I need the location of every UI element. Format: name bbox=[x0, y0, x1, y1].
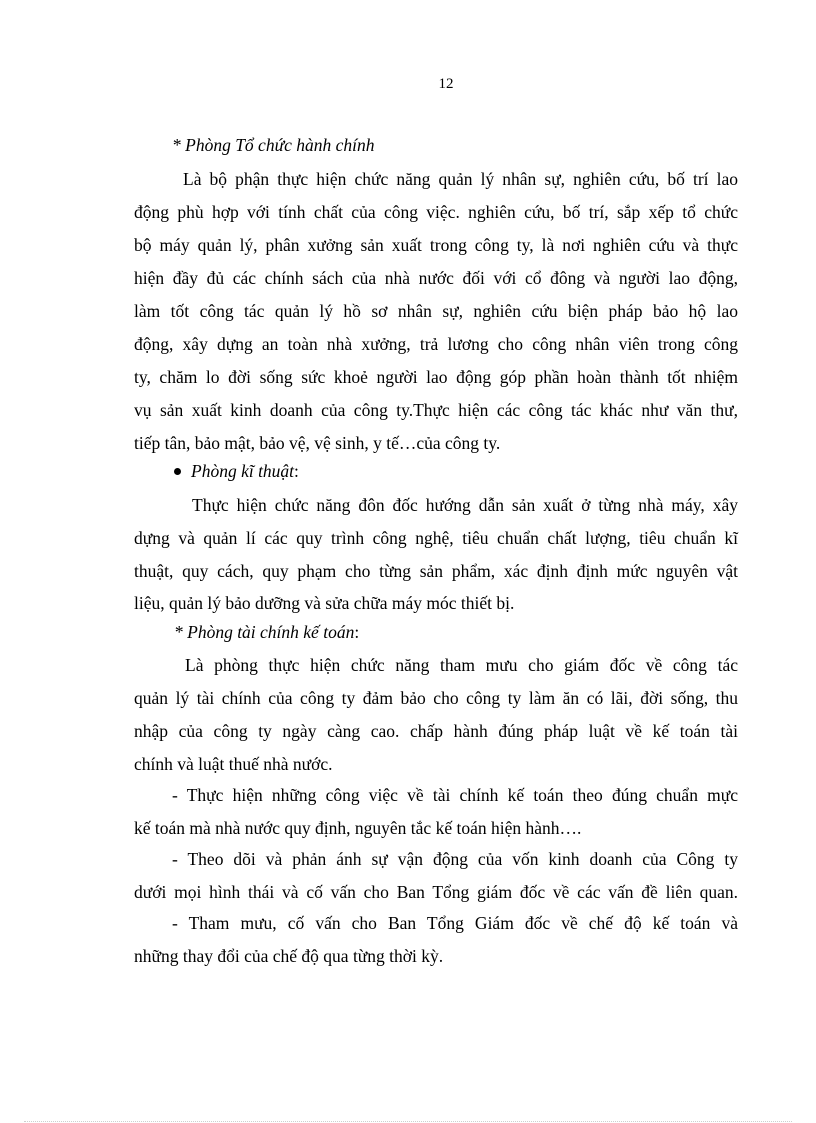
paragraph-line: vụ sản xuất kinh doanh của công ty.Thực hiện các công tác khác như văn thư, bbox=[134, 400, 738, 420]
list-item-line: kế toán mà nhà nước quy định, nguyên tắc kế toán hiện hành…. bbox=[134, 818, 582, 838]
section-heading: * Phòng Tổ chức hành chính bbox=[172, 135, 375, 155]
paragraph-line: chính và luật thuế nhà nước. bbox=[134, 754, 333, 774]
list-item-line: những thay đổi của chế độ qua từng thời kỳ. bbox=[134, 946, 444, 966]
paragraph-line: bộ máy quản lý, phân xưởng sản xuất trong công ty, là nơi nghiên cứu và thực bbox=[134, 235, 738, 255]
paragraph-line: hiện đầy đủ các chính sách của nhà nước đối với cổ đông và người lao động, bbox=[134, 268, 738, 288]
page-bottom-divider bbox=[24, 1121, 792, 1122]
paragraph-line: quản lý tài chính của công ty đảm bảo cho công ty làm ăn có lãi, đời sống, thu bbox=[134, 688, 738, 708]
paragraph-line: ty, chăm lo đời sống sức khoẻ người lao động góp phần hoàn thành tốt nhiệm bbox=[134, 367, 738, 387]
list-item-line: dưới mọi hình thái và cố vấn cho Ban Tổng giám đốc về các vấn đề liên quan. bbox=[134, 882, 738, 902]
paragraph-line: liệu, quản lý bảo dưỡng và sửa chữa máy móc thiết bị. bbox=[134, 593, 515, 613]
section-heading-row bbox=[174, 460, 299, 482]
paragraph-line: nhập của công ty ngày càng cao. chấp hành đúng pháp luật về kế toán tài bbox=[134, 721, 738, 741]
list-item-line: - Tham mưu, cố vấn cho Ban Tổng Giám đốc về chế độ kế toán và bbox=[172, 913, 738, 933]
bullet-icon bbox=[174, 468, 181, 475]
section-heading-row bbox=[174, 621, 359, 643]
section-heading: * Phòng tài chính kế toán bbox=[174, 622, 355, 642]
paragraph-line: động, xây dựng an toàn nhà xưởng, trả lương cho công nhân viên trong công bbox=[134, 334, 738, 354]
page-number: 12 bbox=[438, 76, 454, 92]
heading-suffix: : bbox=[354, 622, 360, 642]
paragraph-line: làm tốt công tác quản lý hồ sơ nhân sự, nghiên cứu biện pháp bảo hộ lao bbox=[134, 301, 738, 321]
heading-suffix: : bbox=[294, 461, 299, 481]
paragraph-line: Là bộ phận thực hiện chức năng quản lý nhân sự, nghiên cứu, bố trí lao bbox=[183, 169, 738, 189]
paragraph-line: Thực hiện chức năng đôn đốc hướng dẫn sản xuất ở từng nhà máy, xây bbox=[192, 495, 738, 515]
section-heading: Phòng kĩ thuật bbox=[191, 461, 295, 481]
paragraph-line: dựng và quản lí các quy trình công nghệ, tiêu chuẩn chất lượng, tiêu chuẩn kĩ bbox=[134, 528, 738, 548]
paragraph-line: tiếp tân, bảo mật, bảo vệ, vệ sinh, y tế…của công ty. bbox=[134, 433, 501, 453]
paragraph-line: Là phòng thực hiện chức năng tham mưu cho giám đốc về công tác bbox=[185, 655, 738, 675]
paragraph-line: thuật, quy cách, quy phạm cho từng sản phẩm, xác định định mức nguyên vật bbox=[134, 561, 738, 581]
list-item-line: - Theo dõi và phản ánh sự vận động của vốn kinh doanh của Công ty bbox=[172, 849, 738, 869]
list-item-line: - Thực hiện những công việc về tài chính kế toán theo đúng chuẩn mực bbox=[172, 785, 738, 805]
paragraph-line: động phù hợp với tính chất của công việc. nghiên cứu, bố trí, sắp xếp tổ chức bbox=[134, 202, 738, 222]
